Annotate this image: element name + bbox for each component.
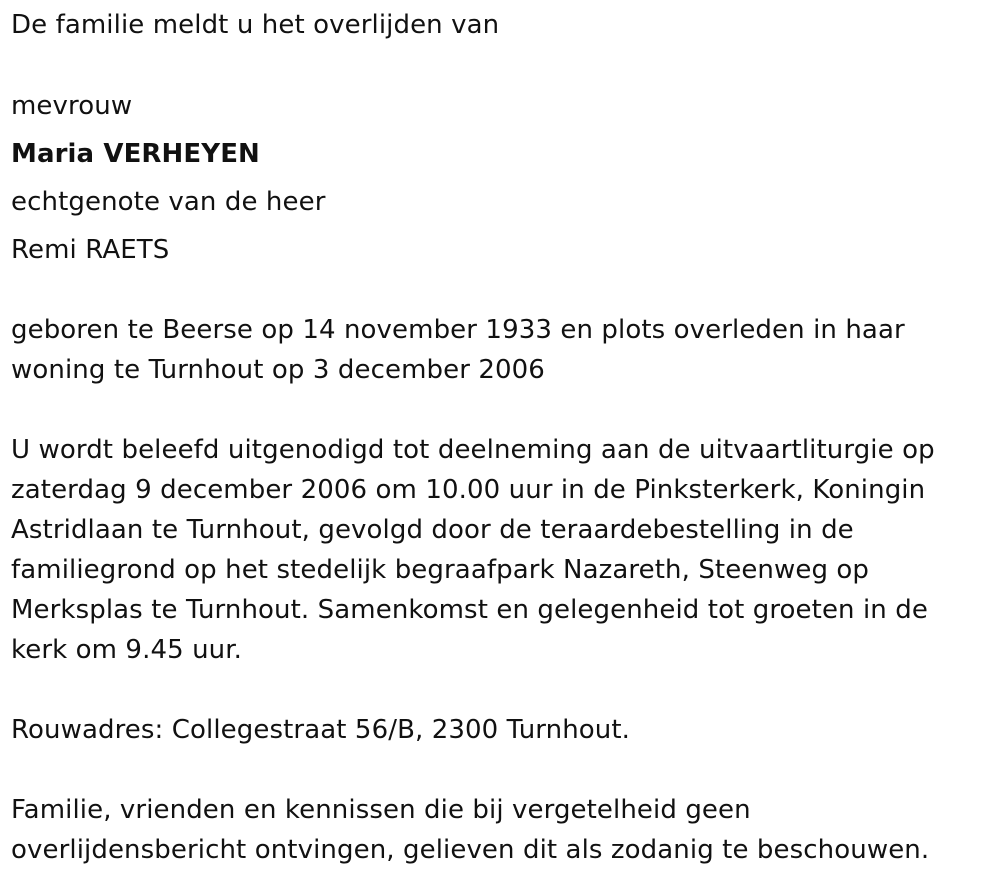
funeral-line: Astridlaan te Turnhout, gevolgd door de teraardebestelling in de — [11, 515, 854, 545]
funeral-line: zaterdag 9 december 2006 om 10.00 uur in de Pinksterkerk, Koningin — [11, 475, 926, 505]
mourning-address: Rouwadres: Collegestraat 56/B, 2300 Turnhout. — [11, 715, 631, 745]
closing-line: overlijdensbericht ontvingen, gelieven dit als zodanig te beschouwen. — [11, 835, 930, 865]
spouse-name: Remi RAETS — [11, 235, 170, 265]
funeral-line: kerk om 9.45 uur. — [11, 635, 243, 665]
deceased-name: Maria VERHEYEN — [11, 139, 260, 169]
funeral-line: familiegrond op het stedelijk begraafpark Nazareth, Steenweg op — [11, 555, 870, 585]
closing-line: Familie, vrienden en kennissen die bij vergetelheid geen — [11, 795, 751, 825]
funeral-line: U wordt beleefd uitgenodigd tot deelneming aan de uitvaartliturgie op — [11, 435, 935, 465]
birth-death-line: geboren te Beerse op 14 november 1933 en plots overleden in haar — [11, 315, 905, 345]
salutation: mevrouw — [11, 91, 133, 121]
spouse-relation: echtgenote van de heer — [11, 187, 326, 217]
birth-death-line: woning te Turnhout op 3 december 2006 — [11, 355, 545, 385]
intro-text: De familie meldt u het overlijden van — [11, 10, 500, 40]
funeral-line: Merksplas te Turnhout. Samenkomst en gelegenheid tot groeten in de — [11, 595, 928, 625]
